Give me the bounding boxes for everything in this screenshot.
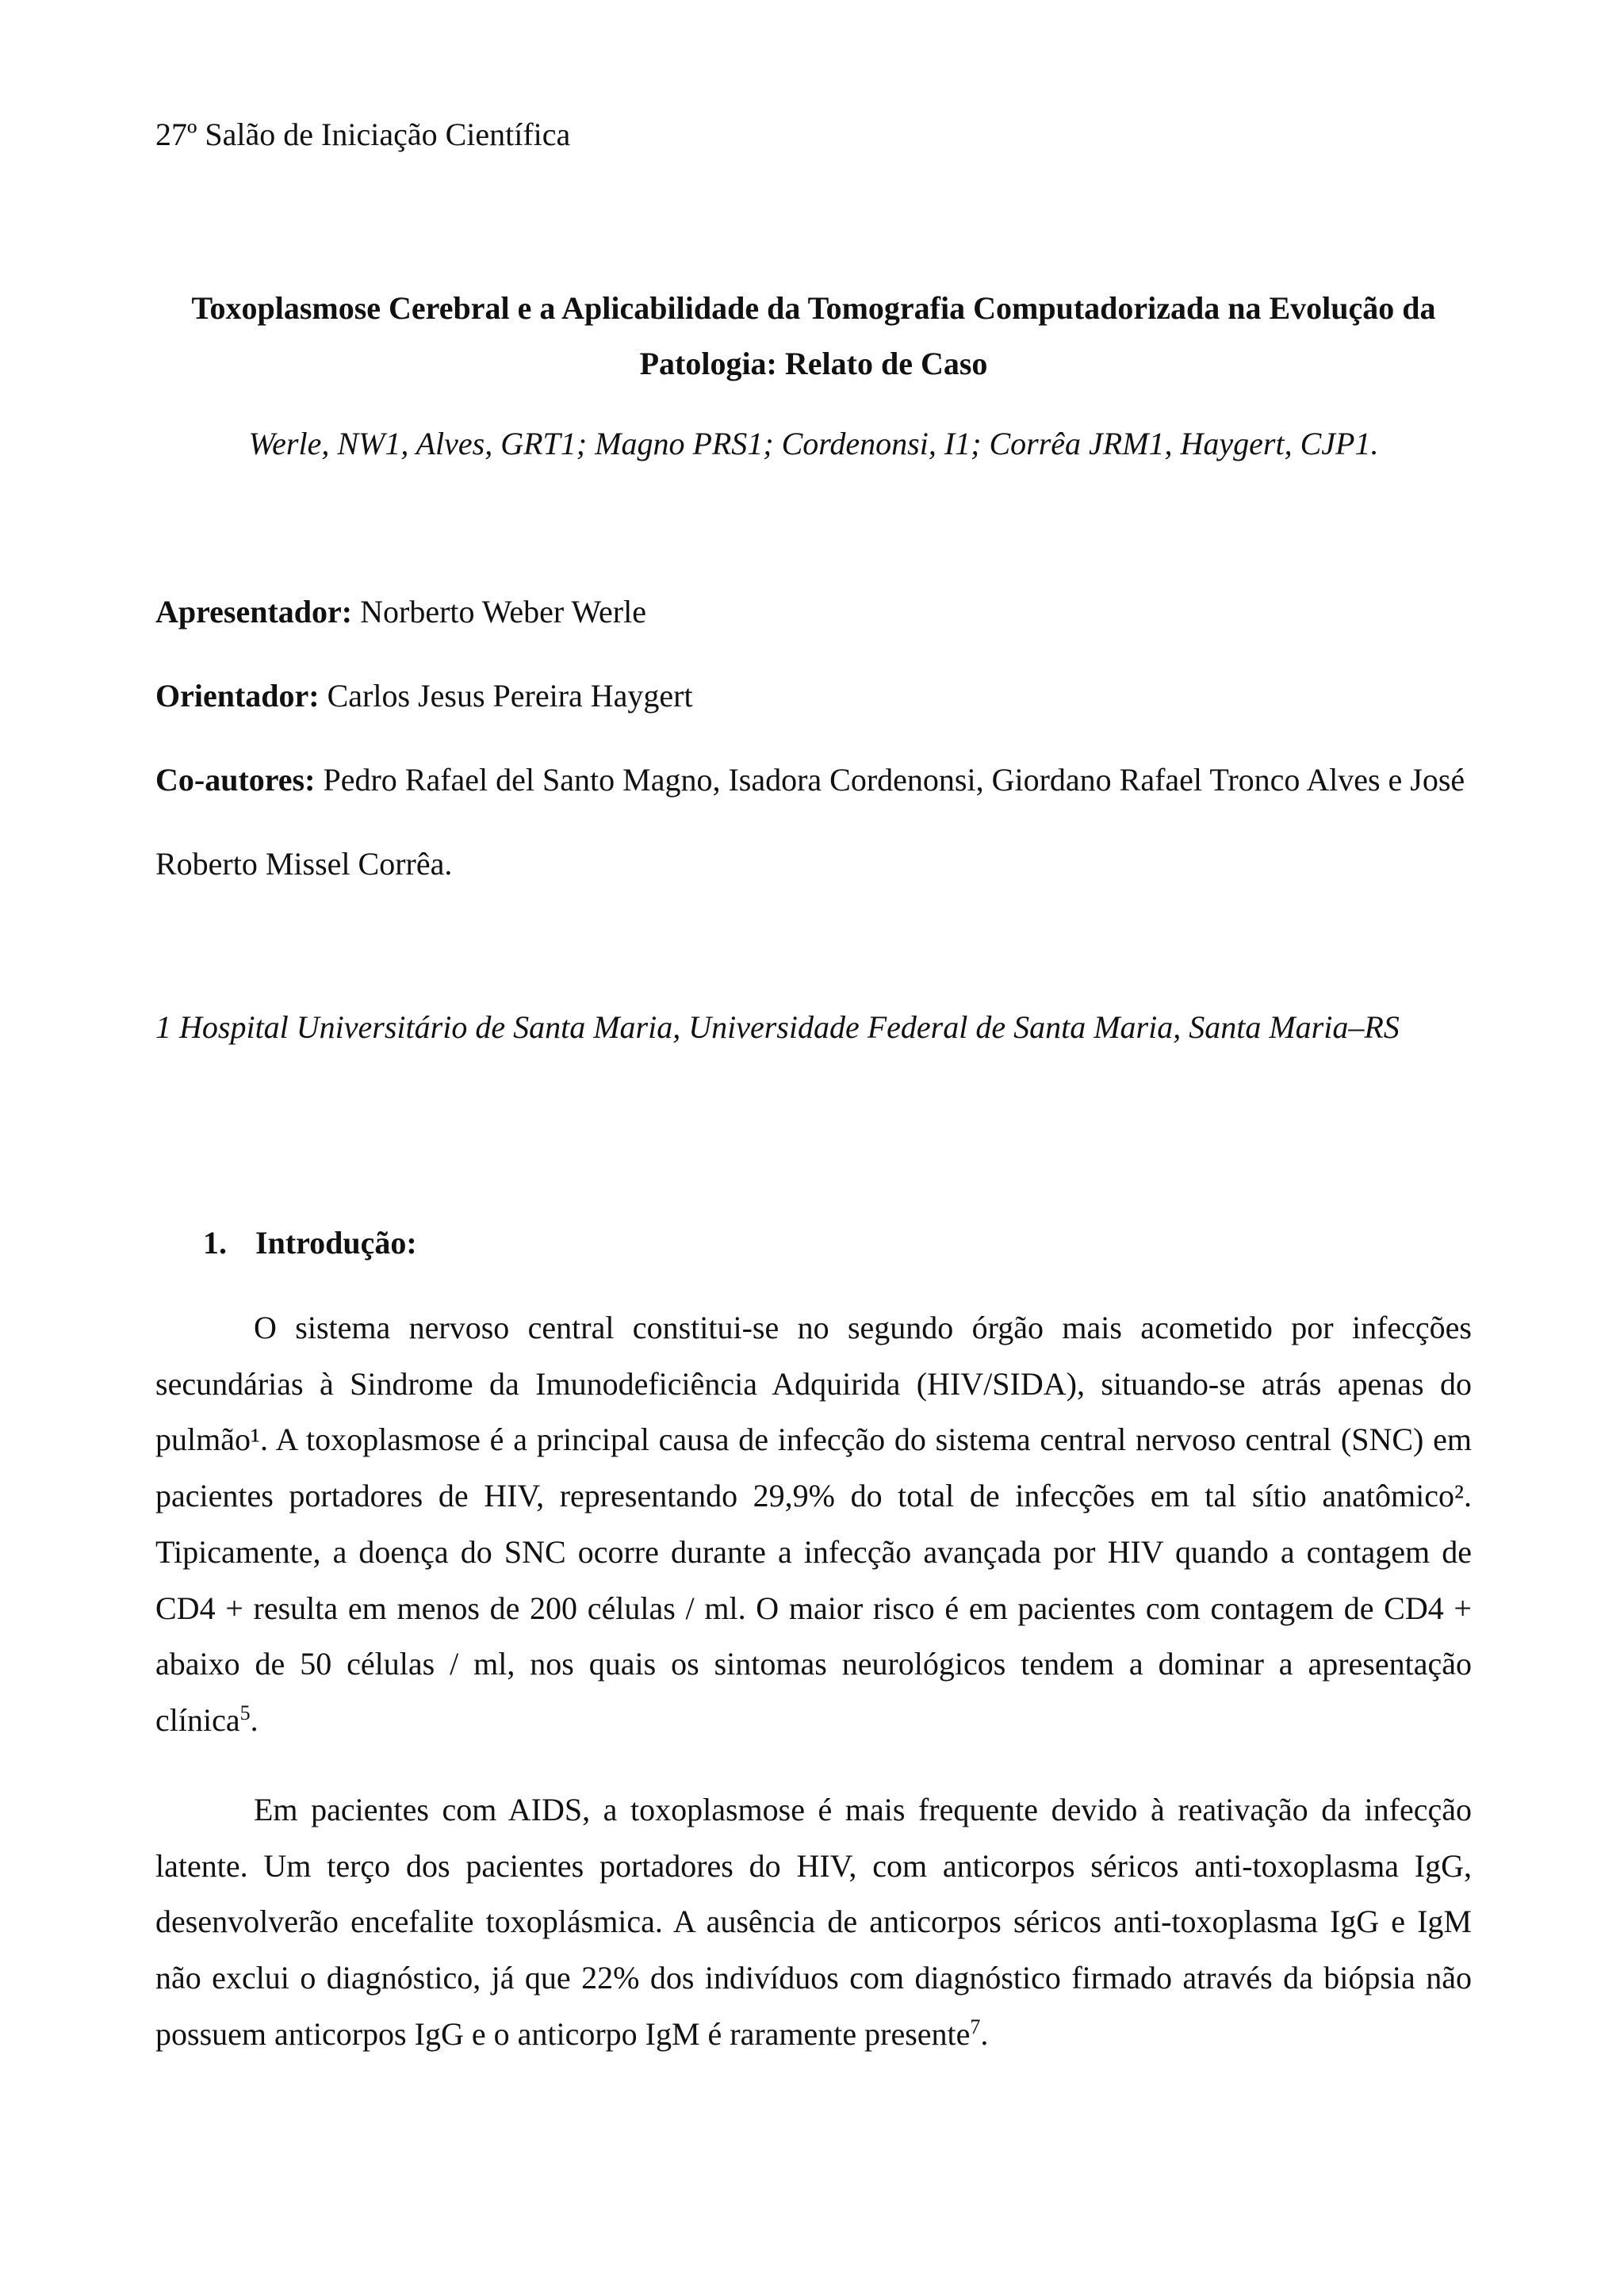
coauthors-label: Co-autores: (155, 762, 316, 798)
presenter-label: Apresentador: (155, 594, 353, 629)
paragraph (155, 1300, 1472, 1749)
paragraph-text: Em pacientes com AIDS, a toxoplasmose é mais frequente devido à reativação da infecção latente. Um terço dos pacientes portadores do HIV, com anticorpos séricos anti-toxoplasma IgG, desenvolverão encefalite toxoplásmica. A ausência de anticorpos séricos anti-toxoplasma IgG e IgM não exclui o diagnóstico, já que 22% dos indivíduos com diagnóstico firmado através da biópsia não possuem anticorpos IgG e o anticorpo IgM é raramente presente (155, 1792, 1472, 2052)
presenter-name: Norberto Weber Werle (360, 594, 646, 629)
presenter-line (155, 588, 1472, 636)
paragraph-text: O sistema nervoso central constitui-se no segundo órgão mais acometido por infecções secundárias à Sindrome da Imunodeficiência Adquirida (HIV/SIDA), situando-se atrás apenas do pulmão¹. A toxoplasmose é a principal causa de infecção do sistema central nervoso central (SNC) em pacientes portadores de HIV, representando 29,9% do total de infecções em tal sítio anatômico². Tipicamente, a doença do SNC ocorre durante a infecção avançada por HIV quando a contagem de CD4 + resulta em menos de 200 células / ml. O maior risco é em pacientes com contagem de CD4 + abaixo de 50 células / ml, nos quais os sintomas neurológicos tendem a dominar a apresentação clínica (155, 1310, 1472, 1738)
author-list: Werle, NW1, Alves, GRT1; Magno PRS1; Cordenonsi, I1; Corrêa JRM1, Haygert, CJP1. (248, 426, 1379, 461)
section-heading-introduction (203, 1219, 417, 1267)
citation-ref: 7 (970, 2015, 981, 2038)
event-header: 27º Salão de Iniciação Científica (155, 117, 571, 152)
coauthors-names: Pedro Rafael del Santo Magno, Isadora Cordenonsi, Giordano Rafael Tronco Alves e José Roberto Missel Corrêa. (155, 762, 1465, 882)
advisor-line (155, 672, 1472, 720)
paragraph-end: . (980, 2015, 989, 2052)
citation-ref: 5 (239, 1701, 251, 1724)
paragraph-end: . (250, 1701, 259, 1738)
affiliation: 1 Hospital Universitário de Santa Maria, Universidade Federal de Santa Maria, Santa Maria–RS (155, 1009, 1400, 1045)
paragraph (155, 1782, 1472, 2063)
advisor-name: Carlos Jesus Pereira Haygert (327, 678, 693, 714)
coauthors-line (155, 738, 1472, 906)
section-number: 1. (203, 1225, 227, 1261)
advisor-label: Orientador: (155, 678, 320, 714)
section-title: Introdução: (255, 1225, 417, 1261)
paper-title: Toxoplasmose Cerebral e a Aplicabilidade da Tomografia Computadorizada na Evolução da Patologia: Relato de Caso (191, 290, 1436, 381)
